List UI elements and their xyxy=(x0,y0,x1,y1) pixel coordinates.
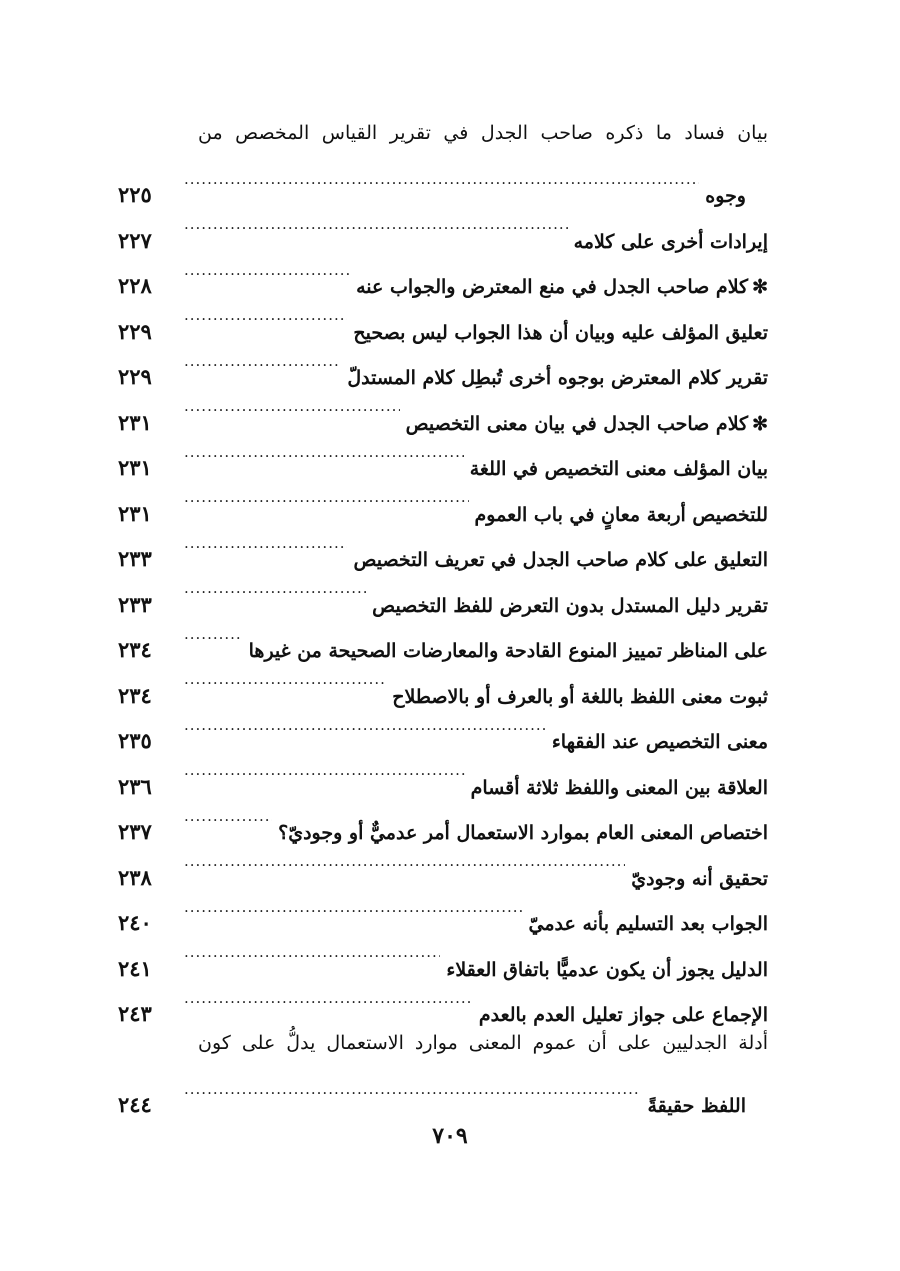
toc-page-number: ٢٢٩ xyxy=(118,364,152,389)
toc-entry-title: العلاقة بين المعنى واللفظ ثلاثة أقسام xyxy=(470,776,768,799)
toc-entry-title: الدليل يجوز أن يكون عدميًّا باتفاق العقلاء xyxy=(446,958,768,981)
leader-dots xyxy=(184,248,350,294)
toc-entry-title xyxy=(356,265,768,311)
table-of-contents xyxy=(118,111,768,1117)
leader-dots xyxy=(184,1067,641,1113)
toc-page-number: ٢٣٤ xyxy=(118,682,152,708)
leader-dots xyxy=(184,157,699,203)
asterisk-icon: ✻ xyxy=(752,412,768,435)
toc-page-number: ٢٣١ xyxy=(118,500,152,526)
toc-page-number: ٢٣٣ xyxy=(118,546,152,571)
leader-dots xyxy=(184,657,386,703)
toc-page-number: ٢٢٥ xyxy=(118,182,152,207)
toc-entry-text: كلام صاحب الجدل في منع المعترض والجواب عنه xyxy=(356,276,749,298)
toc-entry xyxy=(118,1021,768,1117)
toc-entry-title-line2: اللفظ حقيقةً xyxy=(647,1095,746,1117)
toc-entry-title: الجواب بعد التسليم بأنه عدميّ xyxy=(528,913,768,935)
toc-entry-title: إيرادات أخرى على كلامه xyxy=(573,230,768,253)
toc-page-number: ٢٣٨ xyxy=(118,864,152,890)
toc-entry-title: الإجماع على جواز تعليل العدم بالعدم xyxy=(478,1004,768,1026)
toc-page-number: ٢٤٠ xyxy=(118,910,152,935)
toc-entry xyxy=(118,111,768,207)
leader-dots xyxy=(184,976,473,1022)
toc-page-number: ٢٤٤ xyxy=(118,1092,152,1117)
toc-entry-title: بيان المؤلف معنى التخصيص في اللغة xyxy=(469,458,768,480)
toc-page-number: ٢٣١ xyxy=(118,455,152,480)
leader-dots xyxy=(184,293,347,339)
toc-page-number: ٢٢٨ xyxy=(118,273,152,298)
leader-dots xyxy=(184,430,464,476)
toc-entry-title: اختصاص المعنى العام بموارد الاستعمال أمر عدميٌّ أو وجوديّ؟ xyxy=(278,822,768,844)
toc-entry-title: تقرير كلام المعترض بوجوه أخرى تُبطِل كلام المستدلّ xyxy=(347,367,768,389)
toc-entry xyxy=(118,202,768,253)
page-number: ٧٠٩ xyxy=(432,1123,468,1149)
leader-dots xyxy=(184,930,440,976)
toc-entry-title: على المناظر تمييز المنوع القادحة والمعارضات الصحيحة من غيرها xyxy=(248,640,768,662)
toc-entry-title: معنى التخصيص عند الفقهاء xyxy=(551,731,768,753)
toc-entry-title: تحقيق أنه وجوديّ xyxy=(631,867,768,890)
leader-dots xyxy=(184,202,568,248)
toc-page-number: ٢٤١ xyxy=(118,955,152,981)
toc-page-number: ٢٣٤ xyxy=(118,637,152,662)
leader-dots xyxy=(184,475,469,521)
asterisk-icon: ✻ xyxy=(752,276,768,298)
toc-page-number: ٢٤٣ xyxy=(118,1001,152,1026)
leader-dots xyxy=(184,794,272,840)
toc-entry-title: ثبوت معنى اللفظ باللغة أو بالعرف أو بالاصطلاح xyxy=(392,685,768,708)
toc-page-number: ٢٣٥ xyxy=(118,728,152,753)
toc-entry-title-line1: أدلة الجدليين على أن عموم المعنى موارد الاستعمال يدلُّ على كون xyxy=(198,1032,768,1054)
leader-dots xyxy=(184,612,243,658)
toc-entry-text: كلام صاحب الجدل في بيان معنى التخصيص xyxy=(405,412,749,435)
toc-page-number: ٢٣١ xyxy=(118,409,152,435)
toc-page-number: ٢٢٧ xyxy=(118,227,152,253)
toc-entry-title-line1: بيان فساد ما ذكره صاحب الجدل في تقرير القياس المخصص من xyxy=(198,122,768,144)
toc-page-number: ٢٣٧ xyxy=(118,819,152,844)
toc-page-number: ٢٣٣ xyxy=(118,591,152,617)
leader-dots xyxy=(184,703,546,749)
toc-entry-title-line2: وجوه xyxy=(705,185,746,207)
toc-page-number: ٢٢٩ xyxy=(118,318,152,344)
leader-dots xyxy=(184,339,341,385)
leader-dots xyxy=(184,748,465,794)
toc-entry-title: التعليق على كلام صاحب الجدل في تعريف التخصيص xyxy=(353,549,768,571)
leader-dots xyxy=(184,839,625,885)
toc-entry-title: للتخصيص أربعة معانٍ في باب العموم xyxy=(474,503,768,526)
toc-page-number: ٢٣٦ xyxy=(118,773,152,799)
leader-dots xyxy=(184,885,523,931)
toc-entry-title: تقرير دليل المستدل بدون التعرض للفظ التخصيص xyxy=(372,594,768,617)
leader-dots xyxy=(184,521,347,567)
toc-entry-title: تعليق المؤلف عليه وبيان أن هذا الجواب ليس بصحيح xyxy=(353,321,768,344)
leader-dots xyxy=(184,384,400,430)
leader-dots xyxy=(184,566,366,612)
